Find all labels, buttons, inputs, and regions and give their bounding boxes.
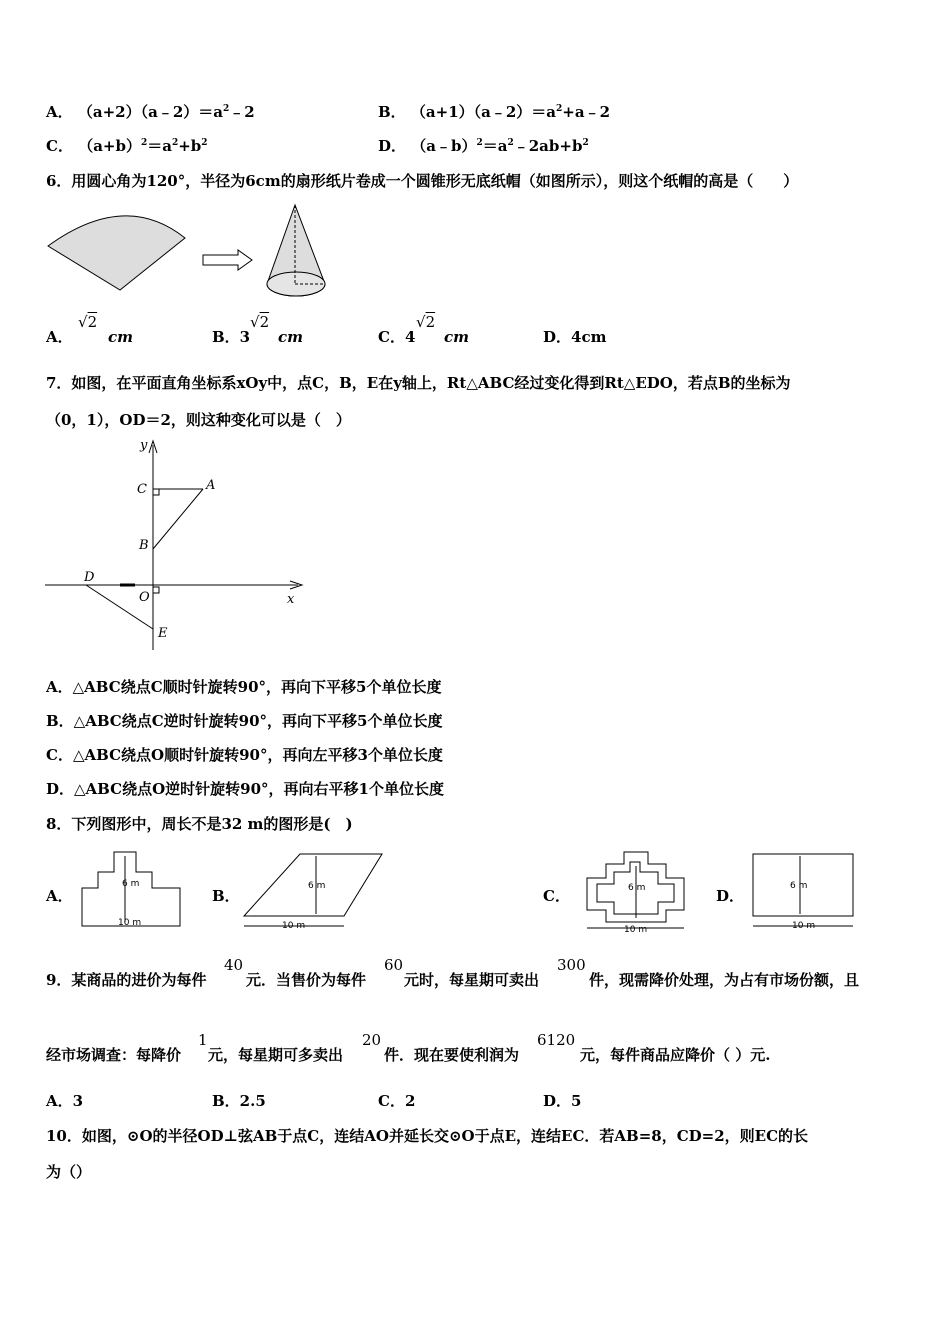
q9-line1-d: 件，现需降价处理，为占有市场份额，且 [589, 971, 860, 989]
q9-option-a: A．3 [46, 1092, 84, 1110]
label-B: B [139, 538, 149, 553]
q6-option-d: D．4cm [543, 328, 607, 346]
q10-line1: 10．如图，⊙O的半径OD⊥弦AB于点C，连结AO并延长交⊙O于点E，连结EC．若AB=8，CD=2，则EC的长 [46, 1127, 809, 1145]
svg-text:6 m: 6 m [122, 879, 140, 889]
q7-stem-line2: （0，1），OD＝2，则这种变化可以是（ ） [46, 411, 351, 429]
cone-shape [267, 205, 325, 296]
q6-c-unit: cm [444, 328, 470, 346]
svg-text:10 m: 10 m [792, 921, 816, 931]
q9-n20: 20 [362, 1031, 382, 1049]
q9-line2-d: 元，每件商品应降价（ ）元. [580, 1046, 771, 1064]
q7-figure [40, 435, 310, 660]
q5-option-d: D． $(a﹣b)^2=a^2﹣2ab+b^2$ [378, 137, 589, 155]
svg-text:10 m: 10 m [624, 925, 648, 935]
q6-option-a: A． [46, 328, 73, 346]
label-O: O [139, 590, 150, 605]
label-D: D [84, 570, 95, 585]
q7-option-b: B．△ABC绕点C逆时针旋转90°，再向下平移5个单位长度 [46, 712, 443, 730]
q9-option-b: B．2.5 [212, 1092, 266, 1110]
q8-label-b: B． [212, 887, 240, 905]
q6-b-sqrt: √2 [250, 313, 270, 331]
q5-option-a: A． $(a+2)(a﹣2)=a^2﹣2$ [46, 103, 255, 121]
q9-line1-c: 元时，每星期可卖出 [404, 971, 540, 989]
label-A: A [206, 478, 216, 493]
q9-option-d: D．5 [543, 1092, 582, 1110]
label-x: x [287, 592, 295, 607]
svg-text:10 m: 10 m [118, 918, 142, 928]
q9-line2-b: 元，每星期可多卖出 [208, 1046, 344, 1064]
q8-figure-d [750, 848, 860, 933]
q8-stem: 8．下列图形中，周长不是32 m的图形是( ) [46, 815, 353, 833]
q9-line2-a: 经市场调查：每降价 [46, 1046, 182, 1064]
q6-figure [40, 200, 360, 310]
label-y: y [140, 438, 148, 453]
arrow-shape [203, 250, 252, 270]
q6-option-c: C．4 [378, 328, 416, 346]
q6-c-sqrt: √2 [416, 313, 436, 331]
sector-shape [48, 216, 185, 290]
q7-option-a: A．△ABC绕点C顺时针旋转90°，再向下平移5个单位长度 [46, 678, 442, 696]
svg-text:6 m: 6 m [790, 881, 808, 891]
q7-option-c: C．△ABC绕点O顺时针旋转90°，再向左平移3个单位长度 [46, 746, 443, 764]
q9-line1-a: 9．某商品的进价为每件 [46, 971, 207, 989]
q5-option-b: B． $(a+1)(a﹣2)=a^2+a﹣2$ [378, 103, 611, 121]
q6-a-unit: cm [108, 328, 134, 346]
q8-label-a: A． [46, 887, 73, 905]
q8-figure-a [78, 848, 188, 933]
q10-line2: 为（） [46, 1163, 92, 1181]
q6-b-unit: cm [278, 328, 304, 346]
q8-figure-c [582, 848, 692, 933]
q7-option-d: D．△ABC绕点O逆时针旋转90°，再向右平移1个单位长度 [46, 780, 444, 798]
q9-option-c: C．2 [378, 1092, 416, 1110]
q9-n60: 60 [384, 956, 404, 974]
q6-a-sqrt: √2 [78, 313, 98, 331]
q9-line2-c: 件．现在要使利润为 [384, 1046, 520, 1064]
q9-n1: 1 [198, 1031, 208, 1049]
q8-figure-b [238, 848, 388, 933]
q9-n300: 300 [557, 956, 586, 974]
q8-label-c: C． [543, 887, 570, 905]
q9-line1-b: 元．当售价为每件 [246, 971, 367, 989]
q9-n6120: 6120 [537, 1031, 576, 1049]
q7-stem-line1: 7．如图，在平面直角坐标系xOy中，点C，B，E在y轴上，Rt△ABC经过变化得到Rt△EDO，若点B的坐标为 [46, 374, 791, 392]
q5-option-c: C． $(a+b)^2=a^2+b^2$ [46, 137, 208, 155]
q8-label-d: D． [716, 887, 745, 905]
label-C: C [137, 482, 147, 497]
q6-stem: 6．用圆心角为120°，半径为6cm的扇形纸片卷成一个圆锥形无底纸帽（如图所示），则这个纸帽的高是（ ） [46, 172, 799, 190]
svg-text:6 m: 6 m [628, 883, 646, 893]
q6-option-b: B．3 [212, 328, 251, 346]
label-E: E [158, 626, 168, 641]
svg-text:6 m: 6 m [308, 881, 326, 891]
svg-text:10 m: 10 m [282, 921, 306, 931]
q9-n40: 40 [224, 956, 244, 974]
